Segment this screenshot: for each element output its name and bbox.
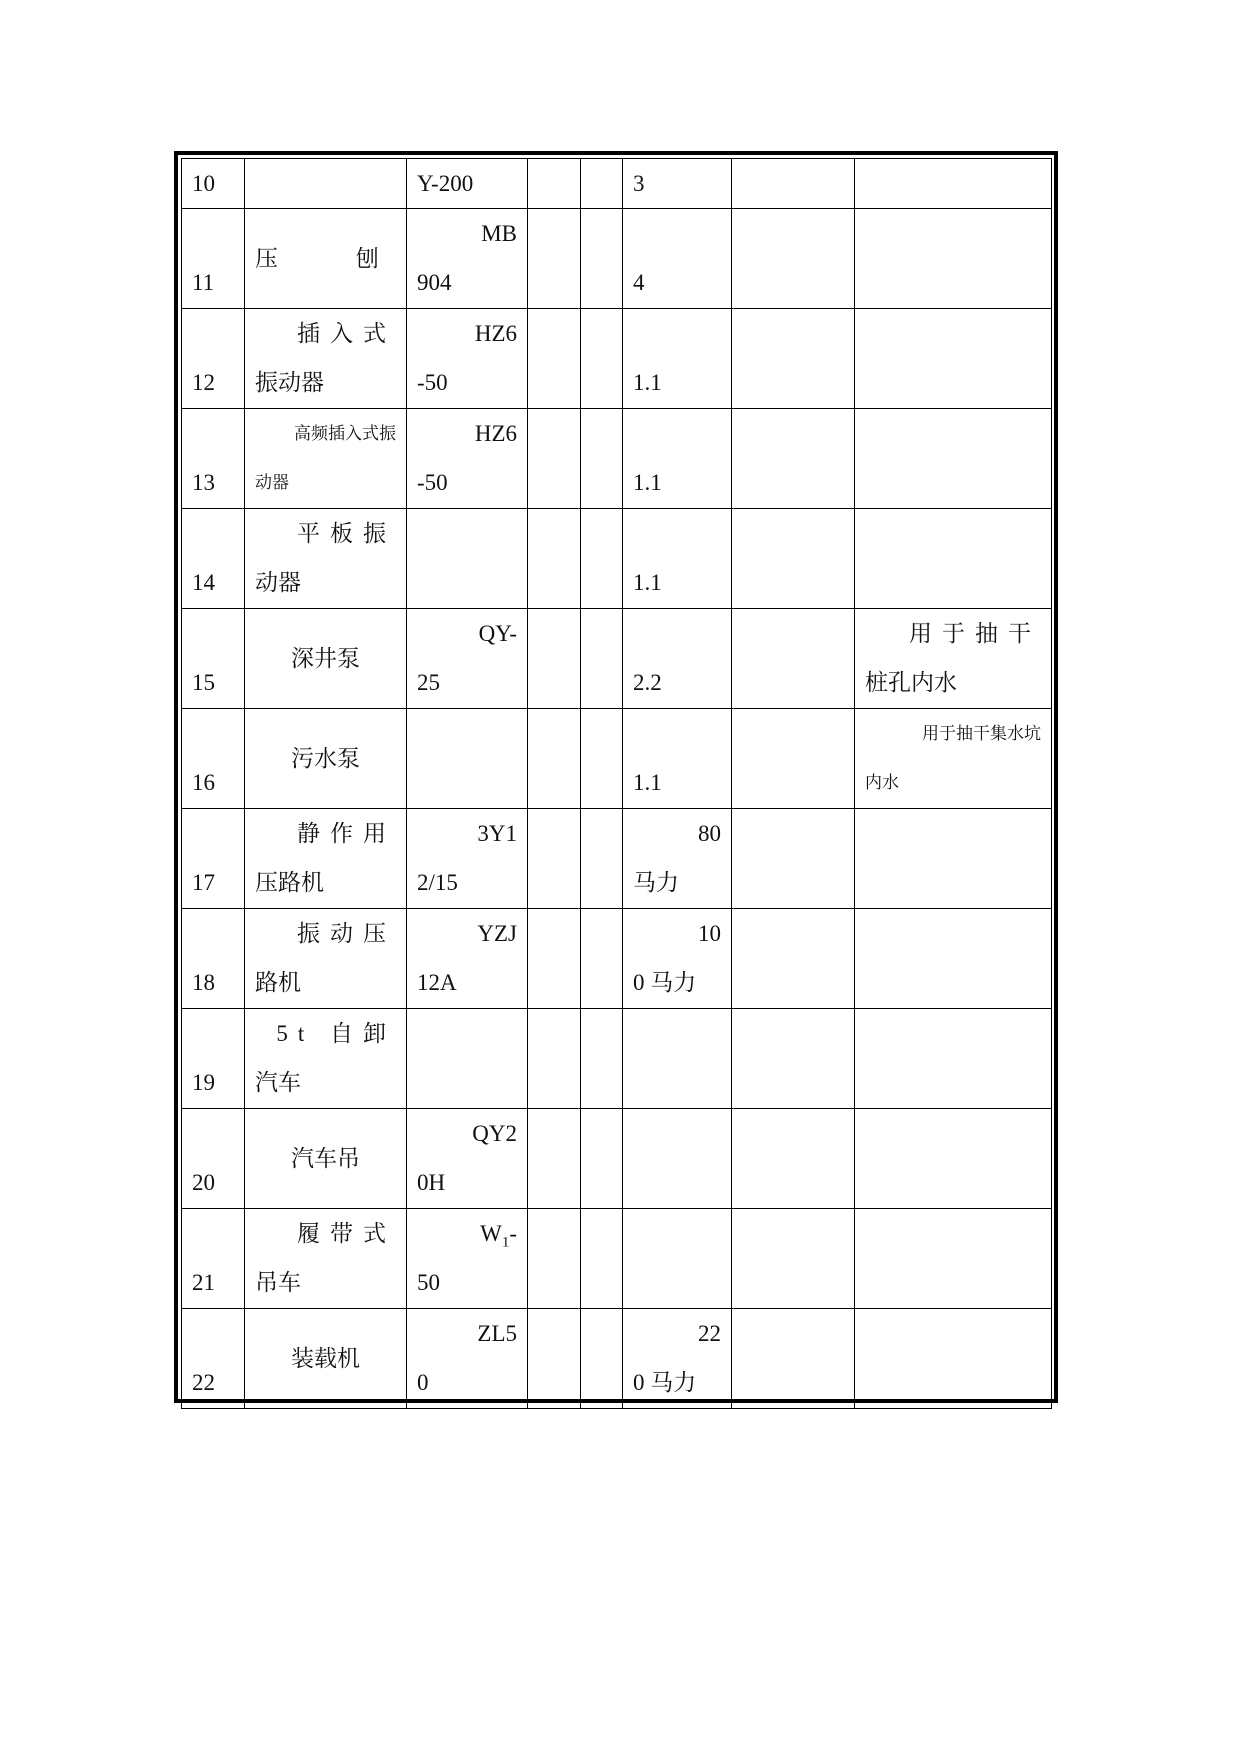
cell-name: 振动压 路机 bbox=[245, 909, 407, 1009]
cell-blank bbox=[732, 209, 855, 309]
cell-note: 用于抽干 桩孔内水 bbox=[855, 609, 1052, 709]
cell-blank bbox=[528, 909, 581, 1009]
cell-blank bbox=[528, 1009, 581, 1109]
cell-blank bbox=[528, 409, 581, 509]
table-row bbox=[182, 159, 1052, 209]
cell-note bbox=[855, 509, 1052, 609]
cell-name: 深井泵 bbox=[245, 609, 407, 709]
cell-blank bbox=[528, 609, 581, 709]
table-row bbox=[182, 209, 1052, 309]
cell-model: YZJ 12A bbox=[407, 909, 528, 1009]
cell-no: 13 bbox=[182, 409, 245, 509]
cell-no: 18 bbox=[182, 909, 245, 1009]
cell-blank bbox=[732, 509, 855, 609]
table-row bbox=[182, 1009, 1052, 1109]
cell-blank bbox=[581, 209, 623, 309]
cell-model: QY- 25 bbox=[407, 609, 528, 709]
cell-blank bbox=[581, 409, 623, 509]
cell-note bbox=[855, 409, 1052, 509]
cell-blank bbox=[528, 1209, 581, 1309]
cell-note bbox=[855, 1009, 1052, 1109]
cell-note: 用于抽干集水坑 内水 bbox=[855, 709, 1052, 809]
cell-power: 2.2 bbox=[623, 609, 732, 709]
cell-blank bbox=[732, 1109, 855, 1209]
cell-blank bbox=[528, 309, 581, 409]
cell-blank bbox=[732, 309, 855, 409]
cell-power: 1.1 bbox=[623, 309, 732, 409]
cell-no: 19 bbox=[182, 1009, 245, 1109]
cell-blank bbox=[581, 809, 623, 909]
cell-blank bbox=[528, 1309, 581, 1409]
cell-name: 高频插入式振 动器 bbox=[245, 409, 407, 509]
cell-blank bbox=[732, 909, 855, 1009]
cell-model: HZ6 -50 bbox=[407, 309, 528, 409]
cell-no: 16 bbox=[182, 709, 245, 809]
cell-note bbox=[855, 809, 1052, 909]
cell-blank bbox=[581, 159, 623, 209]
cell-no: 12 bbox=[182, 309, 245, 409]
cell-name: 压 刨 bbox=[245, 209, 407, 309]
cell-name: 5t 自卸 汽车 bbox=[245, 1009, 407, 1109]
cell-model: QY2 0H bbox=[407, 1109, 528, 1209]
cell-note bbox=[855, 1109, 1052, 1209]
cell-power: 80 马力 bbox=[623, 809, 732, 909]
cell-model: Y-200 bbox=[407, 159, 528, 209]
cell-power bbox=[623, 1209, 732, 1309]
cell-blank bbox=[732, 1309, 855, 1409]
cell-blank bbox=[581, 509, 623, 609]
table-row bbox=[182, 909, 1052, 1009]
cell-blank bbox=[581, 609, 623, 709]
cell-name: 装载机 bbox=[245, 1309, 407, 1409]
cell-blank bbox=[732, 609, 855, 709]
cell-power: 3 bbox=[623, 159, 732, 209]
cell-no: 10 bbox=[182, 159, 245, 209]
cell-blank bbox=[581, 309, 623, 409]
cell-power: 22 0 马力 bbox=[623, 1309, 732, 1409]
cell-blank bbox=[732, 1209, 855, 1309]
equipment-table bbox=[181, 158, 1052, 1409]
cell-power bbox=[623, 1009, 732, 1109]
cell-blank bbox=[581, 909, 623, 1009]
cell-model bbox=[407, 509, 528, 609]
cell-note bbox=[855, 1309, 1052, 1409]
cell-blank bbox=[581, 1009, 623, 1109]
cell-no: 14 bbox=[182, 509, 245, 609]
cell-note bbox=[855, 1209, 1052, 1309]
cell-blank bbox=[528, 709, 581, 809]
cell-blank bbox=[732, 709, 855, 809]
cell-blank bbox=[528, 509, 581, 609]
cell-power bbox=[623, 1109, 732, 1209]
cell-blank bbox=[732, 409, 855, 509]
table-row bbox=[182, 1209, 1052, 1309]
table-row bbox=[182, 809, 1052, 909]
cell-model: $W_1-$ 50 bbox=[407, 1209, 528, 1309]
cell-blank bbox=[732, 809, 855, 909]
cell-power: 4 bbox=[623, 209, 732, 309]
cell-model: MB 904 bbox=[407, 209, 528, 309]
table-row bbox=[182, 509, 1052, 609]
cell-blank bbox=[732, 1009, 855, 1109]
cell-name: 平板振 动器 bbox=[245, 509, 407, 609]
table-row bbox=[182, 609, 1052, 709]
cell-power: 1.1 bbox=[623, 709, 732, 809]
cell-model bbox=[407, 709, 528, 809]
cell-model: 3Y1 2/15 bbox=[407, 809, 528, 909]
cell-blank bbox=[581, 1209, 623, 1309]
cell-blank bbox=[528, 1109, 581, 1209]
cell-power: 1.1 bbox=[623, 509, 732, 609]
table-row bbox=[182, 1309, 1052, 1409]
cell-blank bbox=[528, 809, 581, 909]
cell-name: 静作用 压路机 bbox=[245, 809, 407, 909]
cell-blank bbox=[581, 1309, 623, 1409]
cell-model: HZ6 -50 bbox=[407, 409, 528, 509]
cell-no: 22 bbox=[182, 1309, 245, 1409]
cell-note bbox=[855, 159, 1052, 209]
cell-no: 20 bbox=[182, 1109, 245, 1209]
cell-name: 插入式 振动器 bbox=[245, 309, 407, 409]
cell-power: 1.1 bbox=[623, 409, 732, 509]
cell-blank bbox=[732, 159, 855, 209]
cell-note bbox=[855, 209, 1052, 309]
cell-blank bbox=[581, 1109, 623, 1209]
cell-note bbox=[855, 309, 1052, 409]
cell-no: 21 bbox=[182, 1209, 245, 1309]
model-with-subscript: $W_1-$ bbox=[480, 1221, 517, 1251]
cell-name: 污水泵 bbox=[245, 709, 407, 809]
cell-power: 10 0 马力 bbox=[623, 909, 732, 1009]
table-row bbox=[182, 409, 1052, 509]
cell-name: 履带式 吊车 bbox=[245, 1209, 407, 1309]
cell-model: ZL5 0 bbox=[407, 1309, 528, 1409]
cell-blank bbox=[528, 209, 581, 309]
table-row bbox=[182, 1109, 1052, 1209]
cell-no: 15 bbox=[182, 609, 245, 709]
cell-blank bbox=[528, 159, 581, 209]
cell-name: 汽车吊 bbox=[245, 1109, 407, 1209]
cell-no: 17 bbox=[182, 809, 245, 909]
table-row bbox=[182, 309, 1052, 409]
cell-model bbox=[407, 1009, 528, 1109]
cell-name bbox=[245, 159, 407, 209]
cell-note bbox=[855, 909, 1052, 1009]
table-row bbox=[182, 709, 1052, 809]
cell-no: 11 bbox=[182, 209, 245, 309]
cell-blank bbox=[581, 709, 623, 809]
